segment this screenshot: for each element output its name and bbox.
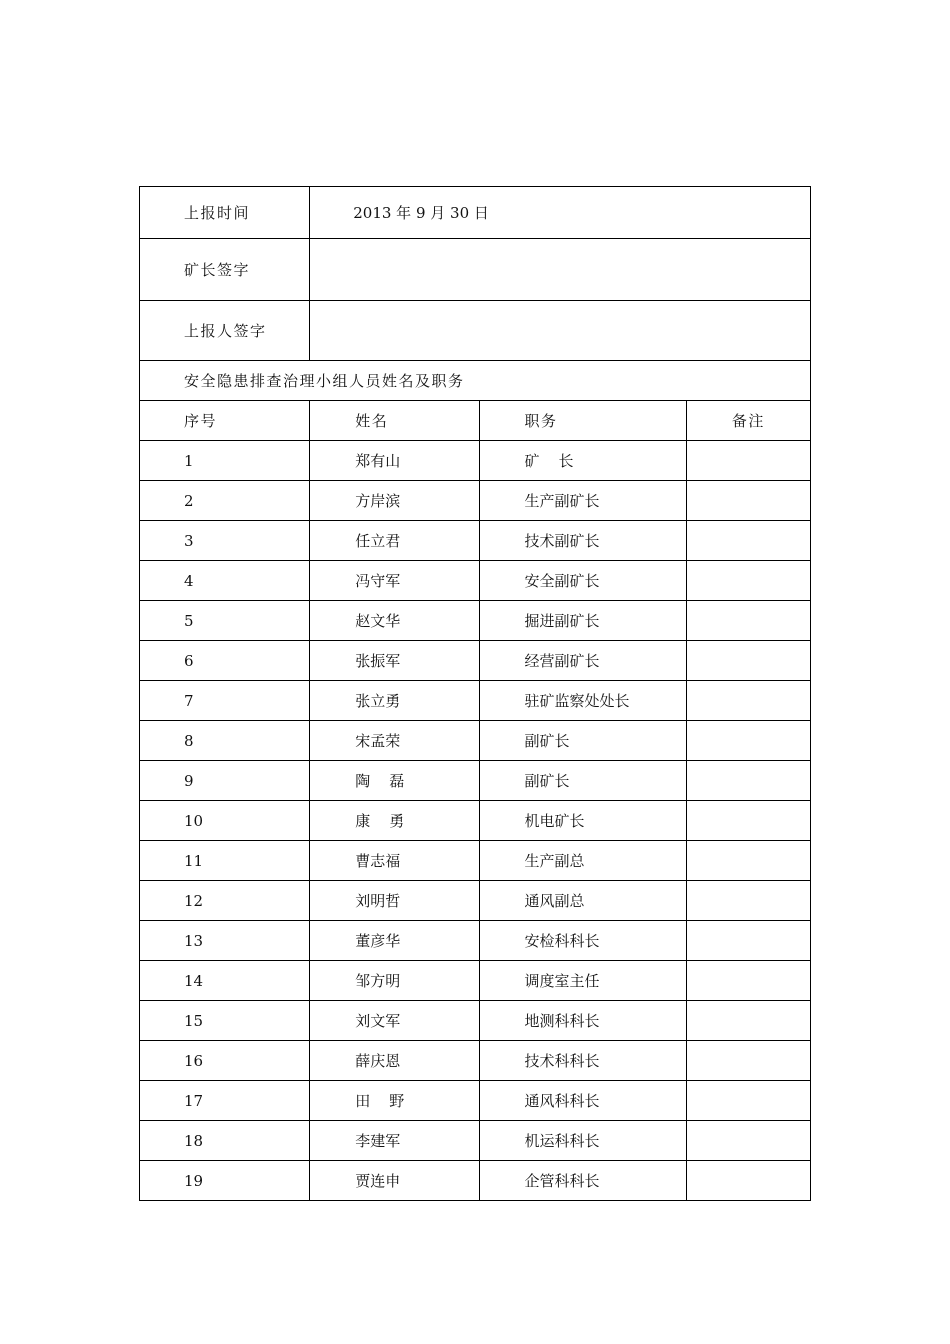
row-number: 2	[140, 481, 310, 521]
table-row	[140, 561, 811, 601]
header-name: 姓名	[310, 401, 480, 441]
table-header-row	[140, 401, 811, 441]
member-note	[686, 481, 810, 521]
director-signature-field[interactable]	[310, 239, 811, 301]
member-title: 驻矿监察处处长	[480, 681, 686, 721]
table-row	[140, 841, 811, 881]
member-title: 机电矿长	[480, 801, 686, 841]
table-row	[140, 521, 811, 561]
row-number: 4	[140, 561, 310, 601]
row-number: 3	[140, 521, 310, 561]
member-name: 贾连申	[310, 1161, 480, 1201]
member-title: 地测科科长	[480, 1001, 686, 1041]
member-note	[686, 961, 810, 1001]
member-name: 陶 磊	[310, 761, 480, 801]
member-title: 调度室主任	[480, 961, 686, 1001]
table-row	[140, 961, 811, 1001]
table-row	[140, 681, 811, 721]
section-title: 安全隐患排查治理小组人员姓名及职务	[140, 361, 811, 401]
member-note	[686, 881, 810, 921]
table-row	[140, 881, 811, 921]
director-signature-row	[140, 239, 811, 301]
member-name: 李建军	[310, 1121, 480, 1161]
member-note	[686, 681, 810, 721]
row-number: 16	[140, 1041, 310, 1081]
row-number: 7	[140, 681, 310, 721]
report-time-value: 2013 年 9 月 30 日	[310, 187, 811, 239]
row-number: 6	[140, 641, 310, 681]
row-number: 11	[140, 841, 310, 881]
member-name: 张振军	[310, 641, 480, 681]
member-title: 副矿长	[480, 761, 686, 801]
header-title: 职务	[480, 401, 686, 441]
member-note	[686, 801, 810, 841]
member-name: 郑有山	[310, 441, 480, 481]
table-row	[140, 1121, 811, 1161]
reporter-signature-label: 上报人签字	[140, 301, 310, 361]
member-title: 技术科科长	[480, 1041, 686, 1081]
row-number: 14	[140, 961, 310, 1001]
member-title: 矿 长	[480, 441, 686, 481]
member-title: 生产副矿长	[480, 481, 686, 521]
row-number: 5	[140, 601, 310, 641]
row-number: 17	[140, 1081, 310, 1121]
member-name: 宋孟荣	[310, 721, 480, 761]
row-number: 15	[140, 1001, 310, 1041]
row-number: 13	[140, 921, 310, 961]
table-row	[140, 1001, 811, 1041]
row-number: 1	[140, 441, 310, 481]
member-title: 通风科科长	[480, 1081, 686, 1121]
report-time-label: 上报时间	[140, 187, 310, 239]
member-note	[686, 1041, 810, 1081]
member-name: 曹志福	[310, 841, 480, 881]
table-row	[140, 601, 811, 641]
reporter-signature-field[interactable]	[310, 301, 811, 361]
member-title: 安检科科长	[480, 921, 686, 961]
table-row	[140, 921, 811, 961]
member-name: 邹方明	[310, 961, 480, 1001]
member-name: 董彦华	[310, 921, 480, 961]
table-row	[140, 801, 811, 841]
member-title: 生产副总	[480, 841, 686, 881]
reporter-signature-row	[140, 301, 811, 361]
member-note	[686, 841, 810, 881]
header-note: 备注	[686, 401, 810, 441]
row-number: 10	[140, 801, 310, 841]
member-title: 掘进副矿长	[480, 601, 686, 641]
table-row	[140, 481, 811, 521]
member-title: 经营副矿长	[480, 641, 686, 681]
member-note	[686, 561, 810, 601]
member-note	[686, 641, 810, 681]
member-title: 安全副矿长	[480, 561, 686, 601]
member-title: 企管科科长	[480, 1161, 686, 1201]
member-note	[686, 761, 810, 801]
member-title: 通风副总	[480, 881, 686, 921]
header-number: 序号	[140, 401, 310, 441]
member-note	[686, 1121, 810, 1161]
member-name: 方岸滨	[310, 481, 480, 521]
table-row	[140, 1081, 811, 1121]
member-title: 机运科科长	[480, 1121, 686, 1161]
member-note	[686, 441, 810, 481]
member-note	[686, 1081, 810, 1121]
member-name: 康 勇	[310, 801, 480, 841]
member-title: 技术副矿长	[480, 521, 686, 561]
member-name: 刘明哲	[310, 881, 480, 921]
member-note	[686, 521, 810, 561]
report-time-row	[140, 187, 811, 239]
member-name: 冯守军	[310, 561, 480, 601]
member-note	[686, 1161, 810, 1201]
director-signature-label: 矿长签字	[140, 239, 310, 301]
member-note	[686, 1001, 810, 1041]
member-name: 赵文华	[310, 601, 480, 641]
member-name: 田 野	[310, 1081, 480, 1121]
member-name: 刘文军	[310, 1001, 480, 1041]
member-name: 薛庆恩	[310, 1041, 480, 1081]
section-title-row	[140, 361, 811, 401]
row-number: 9	[140, 761, 310, 801]
member-name: 任立君	[310, 521, 480, 561]
report-form-table	[139, 186, 811, 1201]
member-note	[686, 921, 810, 961]
row-number: 18	[140, 1121, 310, 1161]
table-row	[140, 1161, 811, 1201]
table-row	[140, 1041, 811, 1081]
table-row	[140, 721, 811, 761]
row-number: 8	[140, 721, 310, 761]
member-title: 副矿长	[480, 721, 686, 761]
member-note	[686, 601, 810, 641]
table-row	[140, 641, 811, 681]
member-name: 张立勇	[310, 681, 480, 721]
member-note	[686, 721, 810, 761]
table-row	[140, 761, 811, 801]
row-number: 12	[140, 881, 310, 921]
table-row	[140, 441, 811, 481]
row-number: 19	[140, 1161, 310, 1201]
